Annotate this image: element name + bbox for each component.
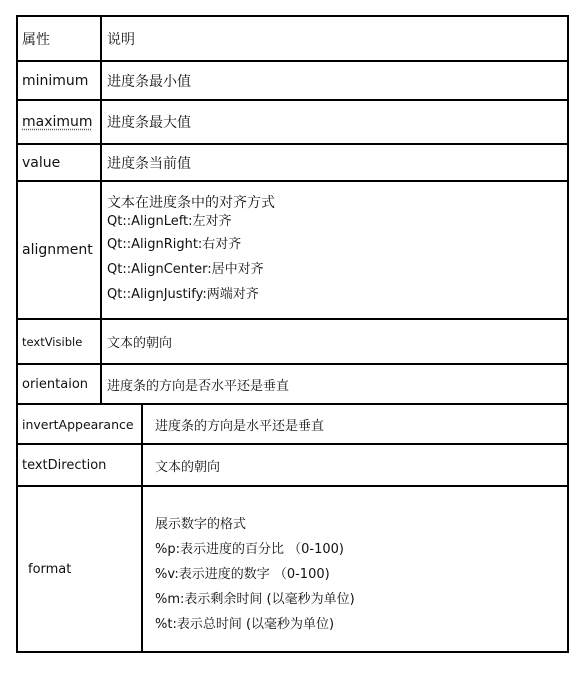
row-value: 进度条的方向是水平还是垂直 [155,418,325,434]
table-row [16,145,569,182]
table-row [16,487,569,653]
table-row [16,320,569,365]
value-line: Qt::AlignLeft:左对齐 [107,213,232,229]
table-row [16,365,569,405]
row-value: 进度条当前值 [107,155,191,172]
row-key: invertAppearance [18,405,143,443]
row-value: 进度条最小值 [107,73,191,90]
value-line: %t:表示总时间 (以毫秒为单位) [155,616,335,632]
value-line: %m:表示剩余时间 (以毫秒为单位) [155,591,355,607]
property-table [16,15,569,653]
row-value: 文本的朝向 [107,336,173,351]
header-value-cell: 说明 [107,31,135,48]
table-row [16,62,569,101]
table-row [16,445,569,487]
table-header-row [16,15,569,62]
table-row [16,182,569,320]
value-line: Qt::AlignCenter:居中对齐 [107,261,264,277]
value-line: 文本在进度条中的对齐方式 [107,194,275,211]
value-line: %p:表示进度的百分比 （0-100) [155,541,344,557]
value-line: 展示数字的格式 [155,516,247,532]
row-key: minimum [18,62,102,99]
row-key: textDirection [18,445,143,485]
row-key: maximum [22,114,93,130]
row-value-lines [102,182,275,318]
row-key: textVisible [18,320,102,363]
row-value-lines [143,487,355,651]
table-row [16,101,569,145]
value-line: Qt::AlignRight:右对齐 [107,236,242,252]
row-key: format [18,487,143,651]
row-value: 文本的朝向 [155,459,221,475]
row-key: orientaion [18,365,102,403]
row-key: value [18,145,102,180]
header-key-cell: 属性 [18,17,102,60]
table-row [16,405,569,445]
value-line: %v:表示进度的数字 （0-100) [155,566,330,582]
row-key: alignment [18,182,102,318]
row-value: 进度条的方向是否水平还是垂直 [107,378,290,394]
value-line: Qt::AlignJustify:两端对齐 [107,286,259,302]
row-value: 进度条最大值 [107,115,191,131]
